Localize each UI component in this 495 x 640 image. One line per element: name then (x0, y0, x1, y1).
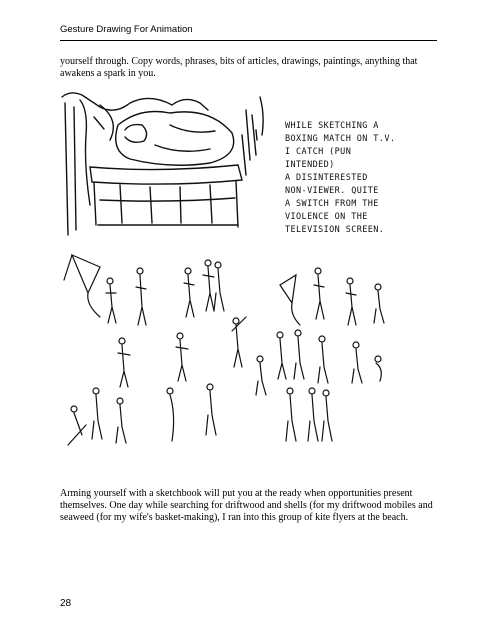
intro-paragraph: yourself through. Copy words, phrases, bits of articles, drawings, paintings, anything that awakens a spark in you. (60, 56, 418, 79)
header-rule (60, 40, 437, 41)
sleeping-man-sketch (60, 85, 405, 240)
kite-flyers-drawing (60, 245, 395, 460)
kite-flyers-sketch (60, 245, 395, 460)
page-number: 28 (60, 598, 72, 609)
sketch-handwritten-note: WHILE SKETCHING A BOXING MATCH ON T.V. I CATCH (PUN INTENDED) A DISINTERESTED NON-VIEWER. QUITE A SWITCH FROM THE VIOLENCE ON THE TELEVISION SCREEN. (285, 121, 396, 235)
kite-paragraph: Arming yourself with a sketchbook will put you at the ready when opportunities present themselves. One day while searching for driftwood and shells (for my driftwood mobiles and seaweed (for my wife's basket-making), I ran into this group of kite flyers at the beach. (60, 488, 433, 523)
running-header: Gesture Drawing For Animation (60, 24, 193, 35)
